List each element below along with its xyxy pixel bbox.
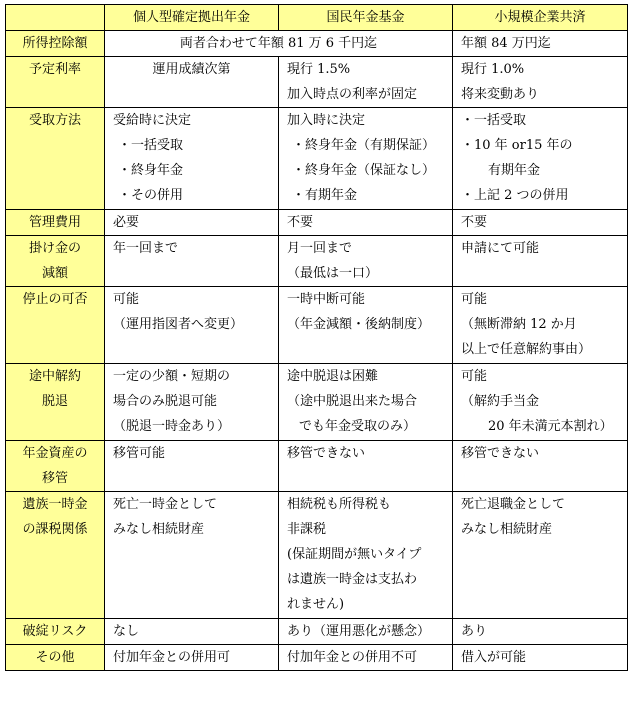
data-cell: 不要 [279, 210, 453, 236]
cell-line: （最低は一口） [287, 266, 379, 281]
data-cell [279, 108, 453, 210]
cell-line: 可能 [461, 369, 488, 384]
data-cell [453, 287, 628, 364]
cell-line: 加入時に決定 [287, 113, 366, 128]
cell-line: （運用指図者へ変更） [113, 317, 244, 332]
cell-line: ・終身年金 [118, 163, 184, 178]
row-izoku-ichijikin [6, 492, 628, 619]
cell-line: 有期年金 [488, 163, 541, 178]
row-shotoku-kojo [6, 31, 628, 57]
cell-line: ・その併用 [118, 188, 184, 203]
cell-line: は遺族一時金は支払わ [287, 572, 418, 587]
row-label [6, 441, 105, 492]
row-label [6, 492, 105, 619]
data-cell: 付加年金との併用可 [105, 645, 279, 671]
row-teishi-kahi [6, 287, 628, 364]
label-line: 掛け金の [28, 241, 81, 256]
row-label: 受取方法 [6, 108, 105, 210]
data-cell [105, 108, 279, 210]
cell-line: ・一括受取 [461, 113, 527, 128]
cell-line: （年金減額・後納制度） [287, 317, 431, 332]
row-label: 所得控除額 [6, 31, 105, 57]
cell-line: ・終身年金（有期保証） [292, 138, 436, 153]
cell-line: 現行 1.0% [461, 62, 525, 77]
cell-line: 途中脱退は困難 [287, 369, 379, 384]
label-line: の課税関係 [22, 522, 88, 537]
data-cell [105, 287, 279, 364]
data-cell [279, 57, 453, 108]
cell-line: 死亡一時金として [113, 497, 218, 512]
header-ideco: 個人型確定拠出年金 [105, 5, 279, 31]
data-cell: 付加年金との併用不可 [279, 645, 453, 671]
cell-line: ・10 年 or15 年の [461, 138, 573, 153]
cell-line: 場合のみ脱退可能 [113, 394, 218, 409]
comparison-table-wrapper [5, 4, 628, 671]
label-line: 途中解約 [28, 369, 81, 384]
cell-line: 一定の少額・短期の [113, 369, 231, 384]
cell-line: ・有期年金 [292, 188, 358, 203]
row-sonota [6, 645, 628, 671]
label-line: 遺族一時金 [22, 497, 88, 512]
data-cell: 年額 84 万円迄 [453, 31, 628, 57]
cell-line: 20 年未満元本割れ） [488, 419, 613, 434]
data-cell [279, 364, 453, 441]
cell-line: 可能 [113, 292, 140, 307]
row-yotei-riritsu [6, 57, 628, 108]
data-cell: 年一回まで [105, 236, 279, 287]
row-label: 予定利率 [6, 57, 105, 108]
data-cell [279, 236, 453, 287]
cell-line: （解約手当金 [461, 394, 540, 409]
header-shokibo-kyosai: 小規模企業共済 [453, 5, 628, 31]
cell-line: れません) [287, 597, 345, 612]
header-kokumin-nenkin-kikin: 国民年金基金 [279, 5, 453, 31]
cell-line: 非課税 [287, 522, 327, 537]
cell-line: でも年金受取のみ） [299, 419, 417, 434]
cell-line: 相続税も所得税も [287, 497, 392, 512]
label-line: 脱退 [41, 394, 68, 409]
header-row [6, 5, 628, 31]
row-juryo-hoho [6, 108, 628, 210]
merged-cell: 両者合わせて年額 81 万 6 千円迄 [105, 31, 453, 57]
label-line: 年金資産の [22, 446, 88, 461]
row-hatan-risk [6, 619, 628, 645]
data-cell: 借入が可能 [453, 645, 628, 671]
cell-line: 死亡退職金として [461, 497, 566, 512]
cell-line: （途中脱退出来た場合 [287, 394, 418, 409]
cell-line: ・一括受取 [118, 138, 184, 153]
cell-line: 加入時点の利率が固定 [287, 87, 418, 102]
header-corner-cell [6, 5, 105, 31]
row-label: 破綻リスク [6, 619, 105, 645]
data-cell [279, 492, 453, 619]
label-line: 移管 [41, 471, 68, 486]
row-label [6, 236, 105, 287]
row-label: 管理費用 [6, 210, 105, 236]
data-cell [453, 364, 628, 441]
data-cell: あり [453, 619, 628, 645]
data-cell: 申請にて可能 [453, 236, 628, 287]
cell-line: (保証期間が無いタイプ [287, 547, 422, 562]
cell-line: みなし相続財産 [461, 522, 553, 537]
cell-line: 受給時に決定 [113, 113, 192, 128]
data-cell [453, 57, 628, 108]
data-cell: なし [105, 619, 279, 645]
cell-line: ・上記 2 つの併用 [461, 188, 569, 203]
row-kanri-hiyo [6, 210, 628, 236]
data-cell: 移管できない [453, 441, 628, 492]
data-cell: 移管できない [279, 441, 453, 492]
cell-line: みなし相続財産 [113, 522, 205, 537]
cell-line: （無断滞納 12 か月 [461, 317, 577, 332]
data-cell [105, 364, 279, 441]
data-cell: あり（運用悪化が懸念） [279, 619, 453, 645]
label-line: 減額 [41, 266, 68, 281]
data-cell: 必要 [105, 210, 279, 236]
data-cell: 運用成績次第 [105, 57, 279, 108]
cell-line: 一時中断可能 [287, 292, 366, 307]
row-label: 停止の可否 [6, 287, 105, 364]
cell-line: 月一回まで [287, 241, 353, 256]
cell-line: 以上で任意解約事由） [461, 342, 592, 357]
cell-line: 将来変動あり [461, 87, 540, 102]
row-nenkin-shisan-iko [6, 441, 628, 492]
data-cell: 移管可能 [105, 441, 279, 492]
cell-line: （脱退一時金あり） [113, 419, 231, 434]
cell-line: ・終身年金（保証なし） [292, 163, 436, 178]
row-label [6, 364, 105, 441]
data-cell [453, 108, 628, 210]
cell-line: 現行 1.5% [287, 62, 351, 77]
data-cell [279, 287, 453, 364]
pension-comparison-table [5, 4, 628, 671]
row-tochu-kaiyaku [6, 364, 628, 441]
data-cell [105, 492, 279, 619]
row-kakekin-gengaku [6, 236, 628, 287]
row-label: その他 [6, 645, 105, 671]
cell-line: 可能 [461, 292, 488, 307]
data-cell: 不要 [453, 210, 628, 236]
data-cell [453, 492, 628, 619]
